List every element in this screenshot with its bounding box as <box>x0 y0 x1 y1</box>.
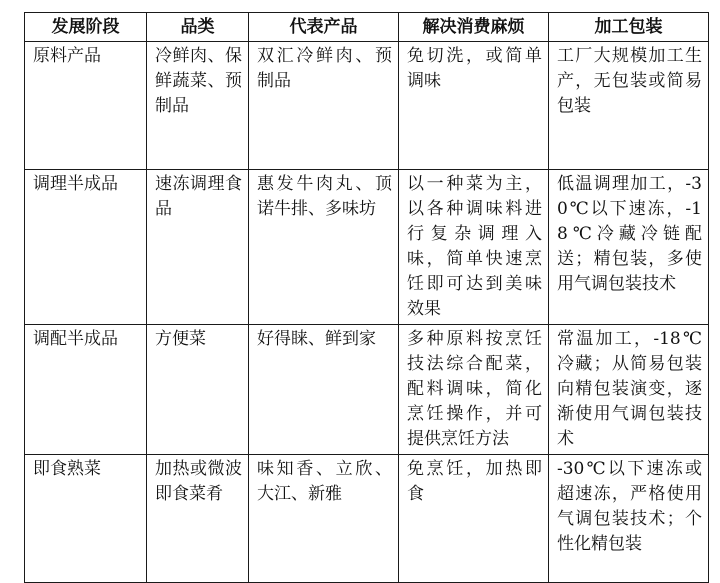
header-row <box>25 13 709 42</box>
header-category: 品类 <box>147 13 249 42</box>
cell-products: 味知香、立欣、大江、新雅 <box>249 455 399 583</box>
cell-processing: 低温调理加工，-30℃以下速冻，-18℃冷藏冷链配送；精包装，多使用气调包装技术 <box>549 170 709 325</box>
cell-stage: 原料产品 <box>25 42 147 170</box>
header-processing: 加工包装 <box>549 13 709 42</box>
cell-stage: 调理半成品 <box>25 170 147 325</box>
table-header <box>25 13 709 42</box>
table-row <box>25 325 709 455</box>
cell-processing: 工厂大规模加工生产，无包装或简易包装 <box>549 42 709 170</box>
table-row <box>25 170 709 325</box>
table-row <box>25 42 709 170</box>
cell-category: 加热或微波即食菜肴 <box>147 455 249 583</box>
header-stage: 发展阶段 <box>25 13 147 42</box>
cell-category: 冷鲜肉、保鲜蔬菜、预制品 <box>147 42 249 170</box>
cell-stage: 调配半成品 <box>25 325 147 455</box>
cell-problem: 免切洗，或简单调味 <box>399 42 549 170</box>
header-products: 代表产品 <box>249 13 399 42</box>
cell-products: 好得睐、鲜到家 <box>249 325 399 455</box>
cell-problem: 免烹饪，加热即食 <box>399 455 549 583</box>
cell-processing: -30℃以下速冻或超速冻，严格使用气调包装技术；个性化精包装 <box>549 455 709 583</box>
table-body <box>25 42 709 583</box>
cell-problem: 多种原料按烹饪技法综合配菜，配料调味，简化烹饪操作，并可提供烹饪方法 <box>399 325 549 455</box>
cell-category: 方便菜 <box>147 325 249 455</box>
table-row <box>25 455 709 583</box>
product-stage-table <box>24 12 709 583</box>
header-problem: 解决消费麻烦 <box>399 13 549 42</box>
cell-stage: 即食熟菜 <box>25 455 147 583</box>
cell-problem: 以一种菜为主，以各种调味料进行复杂调理入味，简单快速烹饪即可达到美味效果 <box>399 170 549 325</box>
cell-products: 双汇冷鲜肉、预制品 <box>249 42 399 170</box>
cell-processing: 常温加工，-18℃冷藏；从简易包装向精包装演变，逐渐使用气调包装技术 <box>549 325 709 455</box>
cell-products: 惠发牛肉丸、顶诺牛排、多味坊 <box>249 170 399 325</box>
cell-category: 速冻调理食品 <box>147 170 249 325</box>
